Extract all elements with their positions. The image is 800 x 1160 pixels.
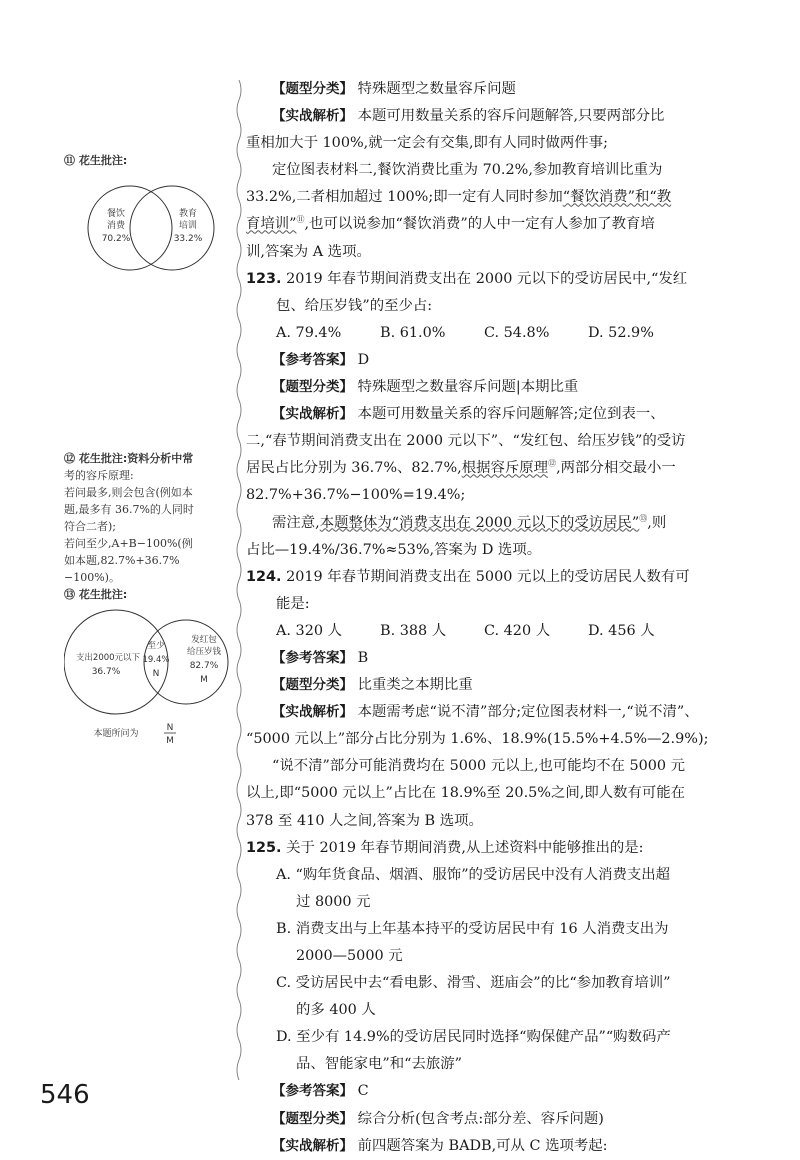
note-line: 考的容斥原理:	[64, 469, 134, 482]
answer-label: 【参考答案】	[272, 649, 353, 666]
options-row	[246, 618, 766, 645]
type-line	[246, 672, 766, 699]
venn-right-symbol: M	[200, 675, 208, 685]
analysis-line	[246, 184, 766, 211]
answer-value: D	[357, 351, 370, 368]
side-note-11	[64, 152, 234, 169]
question-number: 123.	[246, 270, 282, 287]
option-b: B. 61.0%	[380, 324, 446, 341]
type-text: 比重类之本期比重	[357, 677, 473, 694]
option-d-cont: 品、智能家电”和“去旅游”	[296, 1056, 462, 1073]
page-number: 546	[40, 1080, 90, 1110]
type-label: 【题型分类】	[272, 1110, 353, 1127]
option-d: D. 52.9%	[588, 324, 654, 341]
analysis-line: 二,“春节期间消费支出在 2000 元以下”、“发红包、给压岁钱”的受访	[246, 433, 686, 450]
option-b-cont: 2000—5000 元	[296, 948, 403, 964]
analysis-text: 本题可用数量关系的容斥问题解答,只要两部分比	[357, 108, 665, 125]
type-label: 【题型分类】	[272, 677, 353, 694]
answer-label: 【参考答案】	[272, 351, 353, 368]
option-d: D. 456 人	[588, 622, 655, 639]
wavy-underline-text: 根据容斥原理	[461, 460, 549, 477]
annotation-marker: ⑫	[548, 459, 557, 469]
note-header: ⑬ 花生批注:	[64, 588, 128, 601]
option-a: A. “购年货食品、烟酒、服饰”的受访居民中没有人消费支出超	[276, 866, 671, 883]
side-note-13	[64, 586, 234, 603]
venn-left-value: 70.2%	[101, 234, 131, 244]
option-c: C. 54.8%	[484, 324, 550, 341]
question-text: 关于 2019 年春节期间消费,从上述资料中能够推出的是:	[286, 839, 644, 856]
analysis-line: 82.7%+36.7%−100%=19.4%;	[246, 487, 466, 504]
note-header: ⑪ 花生批注:	[64, 154, 128, 167]
venn-middle-symbol: N	[152, 669, 160, 679]
analysis-line: “说不清”部分可能消费均在 5000 元以上,也可能均不在 5000 元	[272, 758, 686, 775]
analysis-text: 本题需考虑“说不清”部分;定位图表材料一,“说不清”、	[357, 704, 699, 721]
answer-line	[246, 645, 766, 672]
analysis-text: ,也可以说参加“餐饮消费”的人中一定有人参加了教育培	[304, 216, 655, 233]
analysis-text: 本题可用数量关系的容斥问题解答;定位到表一、	[357, 406, 665, 423]
option-a: A. 320 人	[276, 622, 342, 639]
analysis-label: 【实战解析】	[272, 704, 353, 721]
main-content	[246, 76, 766, 1160]
question-text-cont: 能是:	[276, 595, 310, 612]
type-line	[246, 76, 766, 103]
annotation-marker: ⑬	[639, 513, 648, 523]
option-c: C. 420 人	[484, 622, 551, 639]
note-line: 如本题,82.7%+36.7%	[64, 554, 180, 567]
venn-caption: 本题所问为	[93, 729, 139, 739]
venn-right-label-1: 教育	[178, 209, 198, 219]
analysis-text: 33.2%,二者相加超过 100%;即一定有人同时参加	[246, 189, 563, 206]
venn-caption-numerator: N	[166, 723, 174, 733]
analysis-label: 【实战解析】	[272, 406, 353, 423]
analysis-line: 占比—19.4%/36.7%≈53%,答案为 D 选项。	[246, 541, 542, 558]
question-number: 124.	[246, 568, 282, 585]
note-line: 若问最多,则会包含(例如本	[64, 486, 193, 499]
option-d: D. 至少有 14.9%的受访居民同时选择“购保健产品”“购数码产	[276, 1029, 671, 1046]
option-a-cont: 过 8000 元	[296, 893, 371, 910]
question-text: 2019 年春节期间消费支出在 5000 元以上的受访居民人数有可	[286, 568, 690, 585]
note-header: ⑫ 花生批注:资料分析中常	[64, 452, 194, 465]
analysis-line	[246, 455, 766, 482]
type-label: 【题型分类】	[272, 379, 353, 396]
answer-line	[246, 347, 766, 374]
answer-value: C	[357, 1083, 369, 1100]
analysis-text: ,则	[647, 514, 667, 531]
wavy-underline-text: 本题整体为“消费支出在 2000 元以下的受访居民”	[319, 514, 640, 531]
venn-left-label-1: 餐饮	[106, 209, 126, 219]
analysis-line	[246, 510, 766, 537]
venn-right-value: 82.7%	[189, 661, 219, 671]
question-text-cont: 包、给压岁钱”的至少占:	[276, 297, 433, 314]
venn-middle-value: 19.4%	[142, 655, 170, 665]
venn-diagram-13	[64, 604, 236, 754]
option-a: A. 79.4%	[276, 324, 342, 341]
answer-label: 【参考答案】	[272, 1083, 353, 1100]
answer-value: B	[357, 649, 369, 666]
analysis-line	[246, 401, 766, 428]
analysis-line: 训,答案为 A 选项。	[246, 243, 371, 260]
analysis-line: 以上,即“5000 元以上”占比在 18.9%至 20.5%之间,即人数有可能在	[246, 785, 686, 802]
question-125-stem	[246, 835, 766, 862]
type-text: 特殊题型之数量容斥问题|本期比重	[357, 379, 579, 396]
analysis-label: 【实战解析】	[272, 1137, 353, 1154]
venn-right-label-2: 给压岁钱	[186, 647, 222, 657]
venn-left-label: 支出2000元以下	[75, 653, 141, 663]
question-124-stem	[246, 564, 766, 591]
analysis-line: 378 至 410 人之间,答案为 B 选项。	[246, 812, 483, 829]
note-line: 题,最多有 36.7%的人同时	[64, 503, 194, 516]
analysis-line	[246, 211, 766, 238]
analysis-line	[246, 1133, 766, 1160]
type-text: 特殊题型之数量容斥问题	[357, 81, 516, 97]
analysis-line	[246, 103, 766, 130]
analysis-text: 居民占比分别为 36.7%、82.7%,	[246, 460, 462, 477]
side-note-12	[64, 450, 234, 586]
analysis-text: 前四题答案为 BADB,可从 C 选项考起:	[357, 1137, 608, 1154]
venn-diagram-11	[82, 172, 222, 282]
venn-right-label-2: 培训	[178, 221, 198, 231]
analysis-text: 需注意,	[272, 514, 320, 531]
answer-line	[246, 1078, 766, 1105]
question-number: 125.	[246, 839, 282, 856]
analysis-line: 定位图表材料二,餐饮消费比重为 70.2%,参加教育培训比重为	[272, 162, 663, 179]
wavy-underline-text: “餐饮消费”和“教	[562, 189, 672, 206]
analysis-line	[246, 699, 766, 726]
note-line: 符合二者);	[64, 520, 116, 533]
analysis-line: 重相加大于 100%,就一定会有交集,即有人同时做两件事;	[246, 135, 608, 152]
option-b: B. 消费支出与上年基本持平的受访居民中有 16 人消费支出为	[276, 920, 669, 937]
wavy-underline-text: 育培训”	[246, 216, 297, 233]
option-c: C. 受访居民中去“看电影、滑雪、逛庙会”的比“参加教育培训”	[276, 975, 671, 992]
option-c-cont: 的多 400 人	[296, 1002, 376, 1019]
type-line	[246, 374, 766, 401]
annotation-marker: ⑪	[296, 215, 305, 225]
note-line: 若问至少,A+B−100%(例	[64, 537, 193, 550]
analysis-text: ,两部分相交最小一	[556, 460, 676, 477]
venn-right-value: 33.2%	[173, 234, 203, 244]
venn-left-value: 36.7%	[91, 667, 121, 677]
question-123-stem	[246, 266, 766, 293]
type-text: 综合分析(包含考点:部分差、容斥问题)	[357, 1110, 604, 1127]
type-label: 【题型分类】	[272, 81, 353, 97]
venn-right-label-1: 发红包	[191, 635, 217, 645]
analysis-line: “5000 元以上”部分占比分别为 1.6%、18.9%(15.5%+4.5%—2.9%);	[246, 731, 709, 748]
venn-caption-denominator: M	[166, 736, 174, 746]
note-line: −100%)。	[64, 571, 120, 584]
type-line	[246, 1106, 766, 1133]
margin-divider	[234, 80, 244, 1080]
option-b: B. 388 人	[380, 622, 447, 639]
question-text: 2019 年春节期间消费支出在 2000 元以下的受访居民中,“发红	[286, 270, 688, 287]
venn-left-label-2: 消费	[106, 221, 126, 231]
venn-middle-label: 至少	[147, 641, 165, 651]
analysis-label: 【实战解析】	[272, 108, 353, 125]
options-row	[246, 320, 766, 347]
